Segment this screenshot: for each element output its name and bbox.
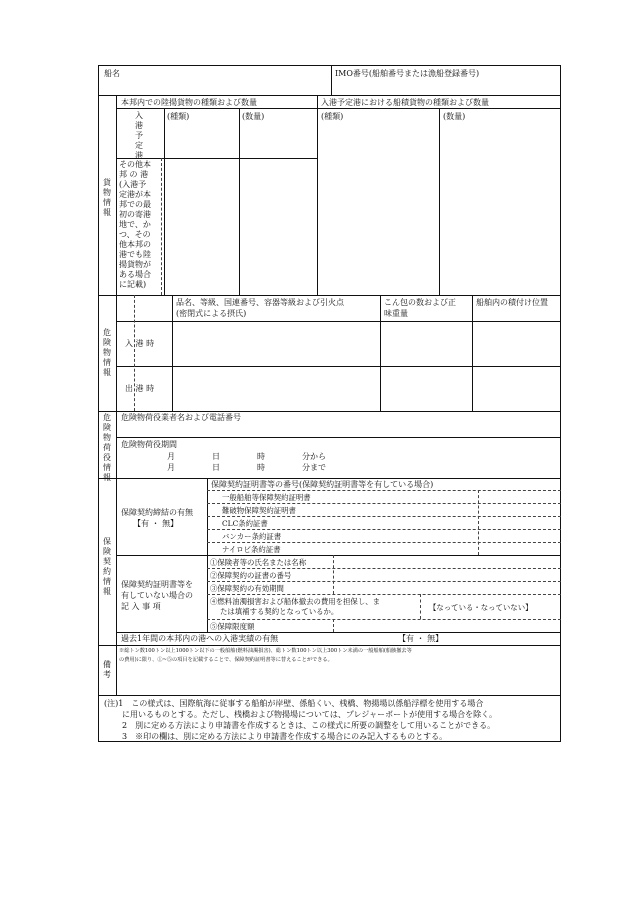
nocert-item-4-line2: たは填補する契約となっているか。 <box>220 607 339 616</box>
other-port-line: 定港が本 <box>119 190 151 199</box>
other-port-line: (入港予 <box>119 180 147 189</box>
danger-package-header-line1: こん包の数および正 <box>384 298 456 307</box>
period-day: 日 <box>212 463 220 472</box>
other-port-line: 他本邦の <box>119 240 151 249</box>
handling-section-label: 危険物荷役情報 <box>103 413 111 482</box>
footnote-line: (注)1 この様式は、国際航海に従事する船舶が岸壁、係船くい、桟橋、物揚場以係船浮標を使用する場合 <box>104 699 484 708</box>
cert-item: ナイロビ条約証書 <box>222 545 281 554</box>
dashed-divider <box>207 581 561 582</box>
qty-label-load: (数量) <box>443 112 466 121</box>
handling-operator-label: 危険物荷役業者名および電話番号 <box>121 413 241 422</box>
cert-item: 難破物保障契約証明書 <box>222 506 296 515</box>
form-border-top <box>98 65 561 66</box>
dashed-divider <box>207 594 561 595</box>
nocert-item: ①保険者等の氏名または名称 <box>210 558 307 567</box>
handling-period-label: 危険物荷役期間 <box>121 440 177 449</box>
danger-stowage-header: 船舶内の積付け位置 <box>476 298 548 307</box>
form-border-left <box>98 65 99 742</box>
period-month: 月 <box>167 452 175 461</box>
col-line <box>164 108 165 295</box>
danger-row-entry: 入 港 時 <box>125 339 155 348</box>
period-hour: 時 <box>257 463 265 472</box>
cert-item: バンカー条約証書 <box>222 532 282 541</box>
cert-item: 一般船舶等保障契約証明書 <box>222 493 311 502</box>
row-line <box>116 632 561 633</box>
row-line <box>98 295 561 296</box>
kind-label-load: (種類) <box>321 112 344 121</box>
col-line <box>439 108 440 295</box>
insurance-contract-choice: 【有 ・ 無】 <box>133 519 179 528</box>
unload-cargo-header: 本邦内での陸揚貨物の種類および数量 <box>121 98 257 107</box>
dashed-divider <box>207 568 561 569</box>
nocert-label-line: 有していない場合の <box>121 591 193 600</box>
footnote-line: に用いるものとする。ただし、桟橋および物揚場については、プレジャーボートが使用する場合を除く。 <box>122 710 497 719</box>
row-line <box>98 478 561 479</box>
row-line <box>98 645 561 646</box>
period-tail: 分から <box>302 452 326 461</box>
row-line <box>116 108 561 109</box>
dashed-divider <box>420 594 421 619</box>
imo-number-label: IMO番号(船舶番号または漁船登録番号) <box>335 69 480 78</box>
period-month: 月 <box>167 463 175 472</box>
insurance-cert-header: 保障契約証明書等の番号(保障契約証明書等を有している場合) <box>211 480 434 489</box>
ship-divider <box>331 65 332 95</box>
row-line <box>116 158 317 159</box>
period-hour: 時 <box>257 452 265 461</box>
other-port-line: 港でも陸 <box>119 250 151 259</box>
nocert-label-line: 記 入 事 項 <box>121 602 161 611</box>
col-line <box>239 108 240 295</box>
row-line <box>116 437 561 438</box>
load-cargo-header: 入港予定港における船積貨物の種類および数量 <box>321 98 489 107</box>
nocert-item: ④燃料油濁損害および船体撤去の費用を担保し、ま <box>210 597 380 606</box>
nocert-item: ⑤保障限度額 <box>210 622 255 631</box>
other-port-line: 初の寄港 <box>119 210 151 219</box>
footnote-line: 2 別に定める方法により申請書を作成するときは、この様式に所要の調整をして用いることができる。 <box>122 721 496 730</box>
row-line <box>116 366 561 367</box>
section-label-column-line <box>116 95 117 695</box>
other-port-line: ある場合 <box>119 270 151 279</box>
col-line <box>472 295 473 411</box>
other-port-line: 地で、か <box>119 220 151 229</box>
insurance-section-label: 保険契約情報 <box>103 537 111 596</box>
dashed-divider <box>207 619 561 620</box>
period-day: 日 <box>212 452 220 461</box>
row-line <box>98 695 561 696</box>
nocert-item-4-choice: 【なっている・なっていない】 <box>429 603 533 612</box>
dashed-divider <box>207 490 561 491</box>
other-port-line: に記載) <box>119 280 147 289</box>
danger-section-label: 危険物情報 <box>103 328 111 377</box>
cargo-midline <box>317 95 318 295</box>
dashed-divider <box>207 503 561 504</box>
form-border-right <box>560 65 561 742</box>
row-line <box>98 411 561 412</box>
remarks-note-line1: ※総トン数100トン以上1000トン以下の一般船舶(燃料油濁損害)、総トン数100トン以上300トン未満の一般船舶(船骸撤去等 <box>119 648 412 654</box>
period-tail: 分まで <box>302 463 326 472</box>
danger-package-header-line2: 味重量 <box>384 309 408 318</box>
danger-name-header-line1: 品名、等級、国連番号、容器等級および引火点 <box>176 298 344 307</box>
dashed-divider <box>333 619 334 632</box>
cargo-section-label: 貨物情報 <box>103 178 111 217</box>
col-line <box>172 295 173 411</box>
nocert-item: ③保障契約の有効期間 <box>210 584 284 593</box>
insurance-contract-label: 保障契約締結の有無 <box>121 508 193 517</box>
other-port-line: 揚貨物が <box>119 260 151 269</box>
row-line <box>116 555 561 556</box>
dashed-divider <box>333 555 334 594</box>
footnote-line: 3 ※印の欄は、別に定める方法により申請書を作成する場合にのみ記入するものとする。 <box>122 732 448 741</box>
other-port-line: 邦での最 <box>119 200 151 209</box>
other-port-line: 邦 の 港 <box>119 170 149 179</box>
remarks-section-label: 備考 <box>103 660 111 679</box>
nocert-item: ②保障契約の証書の番号 <box>210 571 292 580</box>
remarks-note-line2: の費用)に限り、①~⑤の項目を記載することで、保障契約証明書等に替えることができる。 <box>119 657 333 663</box>
row-line <box>98 95 561 96</box>
qty-label-unload: (数量) <box>242 112 265 121</box>
past-entry-choice: 【有 ・ 無】 <box>398 634 444 643</box>
col-line <box>380 295 381 411</box>
danger-name-header-line2: (密閉式による摂氏) <box>176 309 247 318</box>
dashed-divider <box>207 542 561 543</box>
dashed-divider <box>207 516 561 517</box>
dashed-divider <box>207 529 561 530</box>
dashed-divider <box>134 295 135 411</box>
cert-item: CLC条約証書 <box>222 519 268 528</box>
dashed-divider <box>478 490 479 555</box>
nocert-label-line: 保障契約証明書等を <box>121 580 193 589</box>
row-line <box>116 321 561 322</box>
other-port-line: その他本 <box>119 160 151 169</box>
ship-name-label: 船名 <box>104 69 120 78</box>
past-entry-label: 過去1年間の本邦内の港への入港実績の有無 <box>121 634 279 643</box>
dashed-divider <box>161 158 162 295</box>
kind-label-unload: (種類) <box>167 112 190 121</box>
entry-port-label: 入港予定港 <box>135 111 143 160</box>
danger-row-exit: 出 港 時 <box>125 384 155 393</box>
other-port-line: つ、その <box>119 230 151 239</box>
